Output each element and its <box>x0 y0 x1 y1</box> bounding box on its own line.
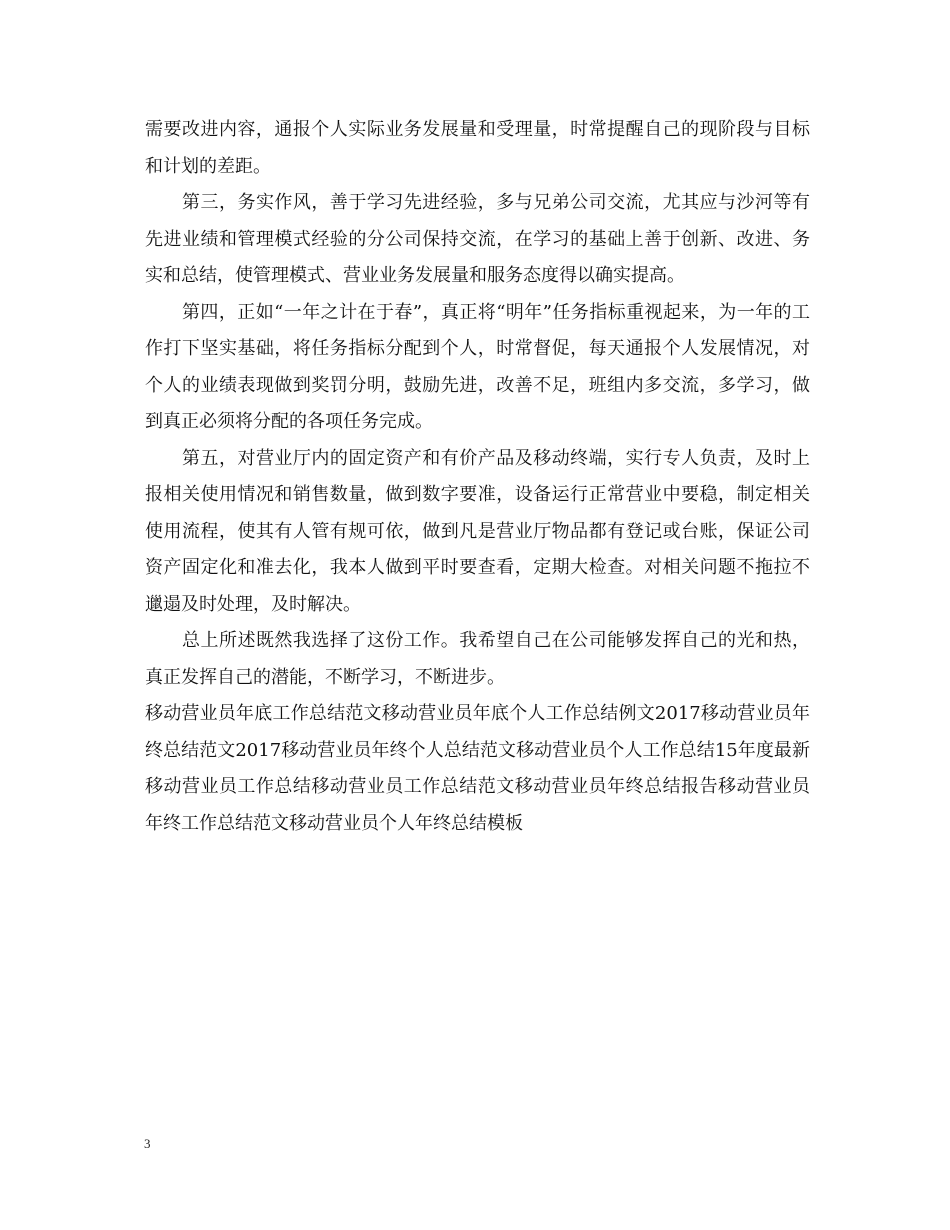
paragraph-conclusion: 总上所述既然我选择了这份工作。我希望自己在公司能够发挥自己的光和热，真正发挥自己的潜能，不断学习，不断进步。 <box>145 630 810 688</box>
paragraph-fourth-point: 第四，正如“一年之计在于春”，真正将“明年”任务指标重视起来，为一年的工作打下坚实基础，将任务指标分配到个人，时常督促，每天通报个人发展情况，对个人的业绩表现做到奖罚分明，鼓励先进，改善不足，班组内多交流，多学习，做到真正必须将分配的各项任务完成。 <box>145 301 810 432</box>
page-number: 3 <box>144 1136 151 1151</box>
document-body <box>145 112 810 842</box>
paragraph-third-point: 第三，务实作风，善于学习先进经验，多与兄弟公司交流，尤其应与沙河等有先进业绩和管理模式经验的分公司保持交流，在学习的基础上善于创新、改进、务实和总结，使管理模式、营业业务发展量和服务态度得以确实提高。 <box>145 192 810 286</box>
paragraph-fifth-point: 第五，对营业厅内的固定资产和有价产品及移动终端，实行专人负责，及时上报相关使用情况和销售数量，做到数字要准，设备运行正常营业中要稳，制定相关使用流程，使其有人管有规可依，做到凡是营业厅物品都有登记或台账，保证公司资产固定化和准去化，我本人做到平时要查看，定期大检查。对相关问题不拖拉不邋遢及时处理，及时解决。 <box>145 447 810 615</box>
paragraph-continuation: 需要改进内容，通报个人实际业务发展量和受理量，时常提醒自己的现阶段与目标和计划的差距。 <box>145 119 810 177</box>
paragraph-related-titles: 移动营业员年底工作总结范文移动营业员年底个人工作总结例文2017移动营业员年终总结范文2017移动营业员年终个人总结范文移动营业员个人工作总结15年度最新移动营业员工作总结移动营业员工作总结范文移动营业员年终总结报告移动营业员年终工作总结范文移动营业员个人年终总结模板 <box>145 703 810 834</box>
